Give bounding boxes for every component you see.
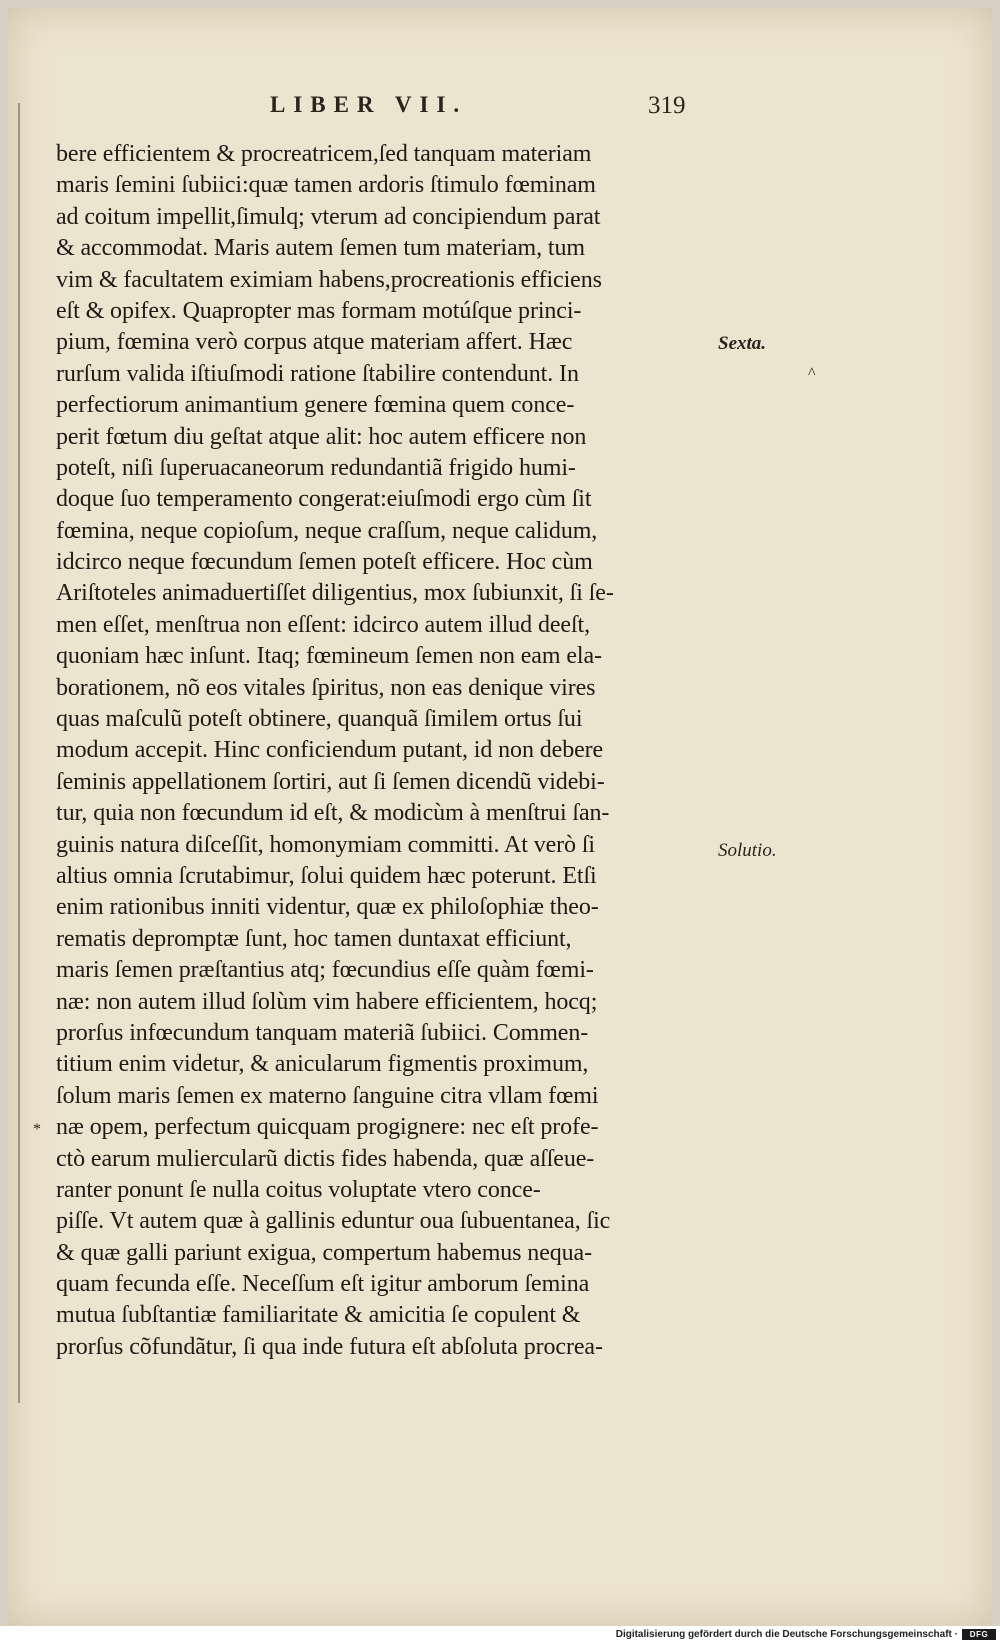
footer-bar	[0, 1626, 1000, 1643]
text-line: ſolum maris ſemen ex materno ſanguine citra vllam fœmi	[56, 1082, 599, 1109]
text-line: eſt & opifex. Quapropter mas formam motúſque princi-	[56, 297, 582, 324]
text-line: enim rationibus inniti videntur, quæ ex philoſophiæ theo-	[56, 894, 599, 921]
text-line: modum accepit. Hinc conficiendum putant, id non debere	[56, 737, 604, 764]
text-line: & accommodat. Maris autem ſemen tum materiam, tum	[56, 235, 585, 262]
text-line: maris ſemen præſtantius atq; fœcundius eſſe quàm fœmi-	[56, 957, 594, 984]
dfg-logo: DFG	[962, 1629, 996, 1640]
funding-credit: Digitalisierung gefördert durch die Deutsche Forschungsgemeinschaft ·	[615, 1629, 958, 1640]
text-line: piſſe. Vt autem quæ à gallinis eduntur oua ſubuentanea, ſic	[56, 1208, 611, 1235]
text-line: pium, fœmina verò corpus atque materiam affert. Hæc	[56, 329, 573, 356]
margin-star-mark: *	[33, 1121, 41, 1138]
text-line: rematis depromptæ ſunt, hoc tamen duntaxat efficiunt,	[56, 925, 572, 952]
text-line: guinis natura diſceſſit, homonymiam committi. At verò ſi	[56, 831, 595, 858]
text-line: idcirco neque fœcundum ſemen poteſt efficere. Hoc cùm	[56, 549, 593, 576]
text-line: ctò earum muliercularũ dictis fides habenda, quæ aſſeue-	[56, 1145, 595, 1172]
text-line: altius omnia ſcrutabimur, ſolui quidem hæc poterunt. Etſi	[56, 862, 597, 889]
text-line: poteſt, niſi ſuperuacaneorum redundantiã frigido humi-	[56, 454, 576, 481]
text-line: tur, quia non fœcundum id eſt, & modicùm à menſtrui ſan-	[56, 800, 610, 827]
text-line: borationem, nõ eos vitales ſpiritus, non eas denique vires	[56, 674, 596, 701]
text-line: perfectiorum animantium genere fœmina quem conce-	[56, 392, 575, 419]
text-block	[56, 139, 720, 1363]
margin-caret-mark: ^	[808, 365, 816, 382]
text-line: prorſus cõfundãtur, ſi qua inde futura eſt abſoluta procrea-	[56, 1333, 603, 1360]
text-line: næ: non autem illud ſolùm vim habere efficientem, hocq;	[56, 988, 598, 1015]
running-head: LIBER VII.	[270, 92, 468, 117]
text-line: ad coitum impellit,ſimulq; vterum ad concipiendum parat	[56, 203, 601, 230]
text-line: fœmina, neque copioſum, neque craſſum, neque calidum,	[56, 517, 598, 544]
text-line: titium enim videtur, & anicularum figmentis proximum,	[56, 1051, 589, 1078]
text-line: mutua ſubſtantiæ familiaritate & amicitia ſe copulent &	[56, 1302, 581, 1329]
text-line: rurſum valida iſtiuſmodi ratione ſtabilire contendunt. In	[56, 360, 579, 387]
text-line: vim & facultatem eximiam habens,procreationis efficiens	[56, 266, 602, 293]
text-line: ſeminis appellationem ſortiri, aut ſi ſemen dicendũ videbi-	[56, 768, 605, 795]
text-line: bere efficientem & procreatricem,ſed tanquam materiam	[56, 141, 592, 167]
text-line: prorſus infœcundum tanquam materiã ſubiici. Commen-	[56, 1019, 589, 1046]
text-line: næ opem, perfectum quicquam progignere: nec eſt profe-	[56, 1114, 599, 1141]
text-line: men eſſet, menſtrua non eſſent: idcirco autem illud deeſt,	[56, 611, 591, 638]
folio-number: 319	[648, 92, 686, 119]
text-line: doque ſuo temperamento congerat:eiuſmodi ergo cùm ſit	[56, 486, 592, 513]
text-line: Ariſtoteles animaduertiſſet diligentius, mox ſubiunxit, ſi ſe-	[56, 580, 614, 607]
margin-note-sexta: Sexta.	[718, 333, 767, 354]
gutter-line	[18, 103, 20, 1403]
text-line: quoniam hæc inſunt. Itaq; fœmineum ſemen non eam ela-	[56, 643, 602, 670]
text-line: quam fecunda eſſe. Neceſſum eſt igitur amborum ſemina	[56, 1271, 590, 1298]
text-line: maris ſemini ſubiici:quæ tamen ardoris ſtimulo fœminam	[56, 172, 596, 199]
text-line: perit fœtum diu geſtat atque alit: hoc autem efficere non	[56, 423, 587, 450]
page-header	[8, 92, 992, 132]
text-line: & quæ galli pariunt exigua, compertum habemus nequa-	[56, 1239, 592, 1266]
margin-note-solutio: Solutio.	[718, 840, 777, 861]
text-line: ranter ponunt ſe nulla coitus voluptate vtero conce-	[56, 1176, 541, 1203]
text-line: quas maſculũ poteſt obtinere, quanquã ſimilem ortus ſui	[56, 706, 583, 733]
book-page	[8, 8, 992, 1626]
